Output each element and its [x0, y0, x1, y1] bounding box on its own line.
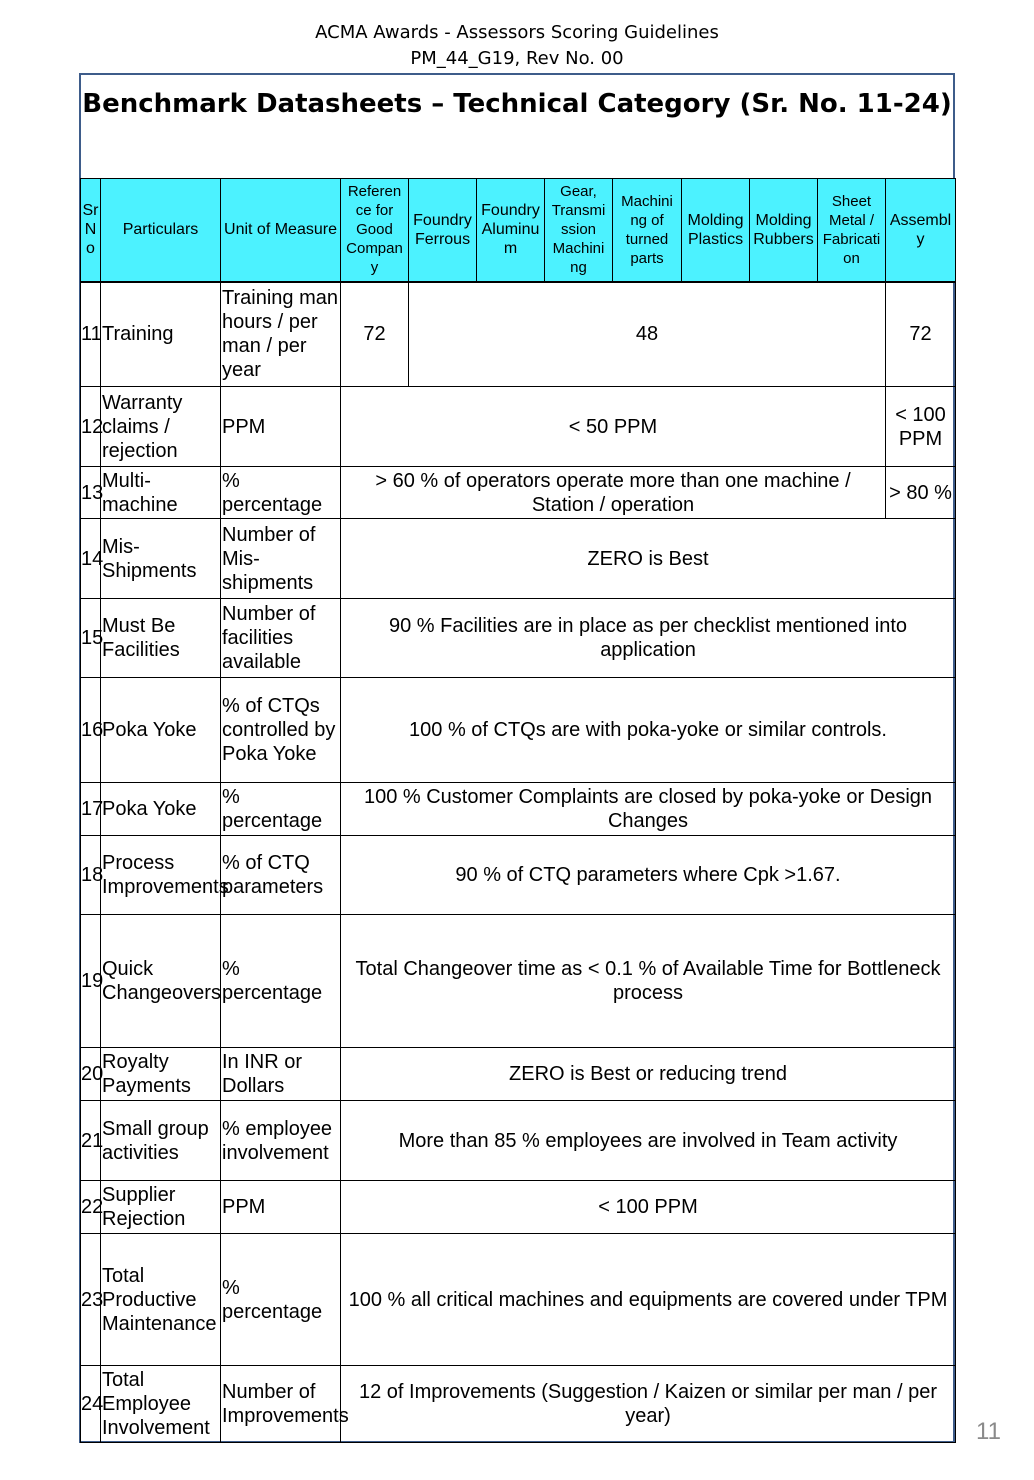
cell-particulars: Supplier Rejection	[101, 1181, 221, 1234]
cell-benchmark-value: 12 of Improvements (Suggestion / Kaizen or similar per man / per year)	[341, 1366, 956, 1443]
cell-particulars: Total Employee Involvement	[101, 1366, 221, 1443]
cell-sno: 18	[81, 836, 101, 915]
cell-sno: 16	[81, 678, 101, 783]
cell-sno: 24	[81, 1366, 101, 1443]
table-row	[81, 467, 956, 519]
cell-assembly: 72	[886, 282, 956, 387]
cell-assembly: > 80 %	[886, 467, 956, 519]
cell-sno: 12	[81, 387, 101, 467]
col-header-reference: Referen ce for Good Compan y	[341, 179, 409, 282]
table-row	[81, 1234, 956, 1366]
cell-benchmark-value: 48	[409, 282, 886, 387]
col-header-molding-plastics: Molding Plastics	[682, 179, 750, 282]
cell-benchmark-value: 90 % of CTQ parameters where Cpk >1.67.	[341, 836, 956, 915]
cell-benchmark-value: More than 85 % employees are involved in Team activity	[341, 1101, 956, 1181]
cell-benchmark-value: ZERO is Best	[341, 519, 956, 599]
table-header-row	[81, 179, 956, 282]
col-header-machining: Machini ng of turned parts	[613, 179, 682, 282]
cell-benchmark-value: < 100 PPM	[341, 1181, 956, 1234]
cell-benchmark-value: ZERO is Best or reducing trend	[341, 1048, 956, 1101]
cell-particulars: Multi-machine	[101, 467, 221, 519]
table-row	[81, 599, 956, 678]
cell-unit: % percentage	[221, 1234, 341, 1366]
cell-particulars: Process Improvements	[101, 836, 221, 915]
cell-benchmark-value: 100 % of CTQs are with poka-yoke or similar controls.	[341, 678, 956, 783]
col-header-sheet-metal: Sheet Metal / Fabricati on	[818, 179, 886, 282]
table-row	[81, 387, 956, 467]
cell-unit: % of CTQ parameters	[221, 836, 341, 915]
cell-sno: 20	[81, 1048, 101, 1101]
cell-sno: 15	[81, 599, 101, 678]
cell-unit: % percentage	[221, 915, 341, 1048]
cell-sno: 21	[81, 1101, 101, 1181]
cell-particulars: Royalty Payments	[101, 1048, 221, 1101]
col-header-foundry-ferrous: Foundry Ferrous	[409, 179, 477, 282]
cell-particulars: Mis-Shipments	[101, 519, 221, 599]
cell-sno: 14	[81, 519, 101, 599]
cell-particulars: Total Productive Maintenance	[101, 1234, 221, 1366]
cell-unit: % employee involvement	[221, 1101, 341, 1181]
cell-sno: 19	[81, 915, 101, 1048]
col-header-molding-rubbers: Molding Rubbers	[750, 179, 818, 282]
cell-assembly: < 100 PPM	[886, 387, 956, 467]
cell-sno: 11	[81, 282, 101, 387]
cell-unit: PPM	[221, 387, 341, 467]
table-row	[81, 783, 956, 836]
col-header-gear-transmission: Gear, Transmi ssion Machini ng	[545, 179, 613, 282]
table-row	[81, 836, 956, 915]
header-line-2: PM_44_G19, Rev No. 00	[410, 48, 624, 69]
col-header-assembly: Assembl y	[886, 179, 956, 282]
cell-benchmark-value: Total Changeover time as < 0.1 % of Available Time for Bottleneck process	[341, 915, 956, 1048]
title-box	[81, 75, 953, 178]
cell-unit: In INR or Dollars	[221, 1048, 341, 1101]
cell-benchmark-value: 90 % Facilities are in place as per checklist mentioned into application	[341, 599, 956, 678]
cell-benchmark-value: 100 % Customer Complaints are closed by poka-yoke or Design Changes	[341, 783, 956, 836]
cell-particulars: Poka Yoke	[101, 783, 221, 836]
header-line-1: ACMA Awards - Assessors Scoring Guidelines	[315, 22, 719, 43]
table-row	[81, 1101, 956, 1181]
cell-reference: 72	[341, 282, 409, 387]
col-header-foundry-aluminum: Foundry Aluminu m	[477, 179, 545, 282]
cell-sno: 22	[81, 1181, 101, 1234]
cell-unit: Number of facilities available	[221, 599, 341, 678]
table-row	[81, 519, 956, 599]
table-row	[81, 1181, 956, 1234]
col-header-unit: Unit of Measure	[221, 179, 341, 282]
document-header	[0, 20, 1034, 72]
table-row	[81, 915, 956, 1048]
cell-unit: Number of Mis-shipments	[221, 519, 341, 599]
cell-sno: 13	[81, 467, 101, 519]
cell-benchmark-value: 100 % all critical machines and equipments are covered under TPM	[341, 1234, 956, 1366]
table-row	[81, 678, 956, 783]
page-title: Benchmark Datasheets – Technical Category (Sr. No. 11-24)	[82, 89, 952, 119]
cell-unit: Training man hours / per man / per year	[221, 282, 341, 387]
col-header-sno: Sr N o	[81, 179, 101, 282]
table-row	[81, 1048, 956, 1101]
cell-sno: 17	[81, 783, 101, 836]
cell-particulars: Poka Yoke	[101, 678, 221, 783]
cell-unit: Number of Improvements	[221, 1366, 341, 1443]
cell-unit: % percentage	[221, 783, 341, 836]
cell-benchmark-value: > 60 % of operators operate more than one machine / Station / operation	[341, 467, 886, 519]
col-header-particulars: Particulars	[101, 179, 221, 282]
cell-particulars: Must Be Facilities	[101, 599, 221, 678]
table-row	[81, 282, 956, 387]
cell-unit: % percentage	[221, 467, 341, 519]
cell-sno: 23	[81, 1234, 101, 1366]
cell-benchmark-value: < 50 PPM	[341, 387, 886, 467]
cell-particulars: Small group activities	[101, 1101, 221, 1181]
cell-particulars: Warranty claims / rejection	[101, 387, 221, 467]
page-number: 11	[976, 1418, 1001, 1445]
table-row	[81, 1366, 956, 1443]
benchmark-table	[80, 178, 956, 1443]
cell-unit: % of CTQs controlled by Poka Yoke	[221, 678, 341, 783]
cell-unit: PPM	[221, 1181, 341, 1234]
cell-particulars: Training	[101, 282, 221, 387]
cell-particulars: Quick Changeovers	[101, 915, 221, 1048]
